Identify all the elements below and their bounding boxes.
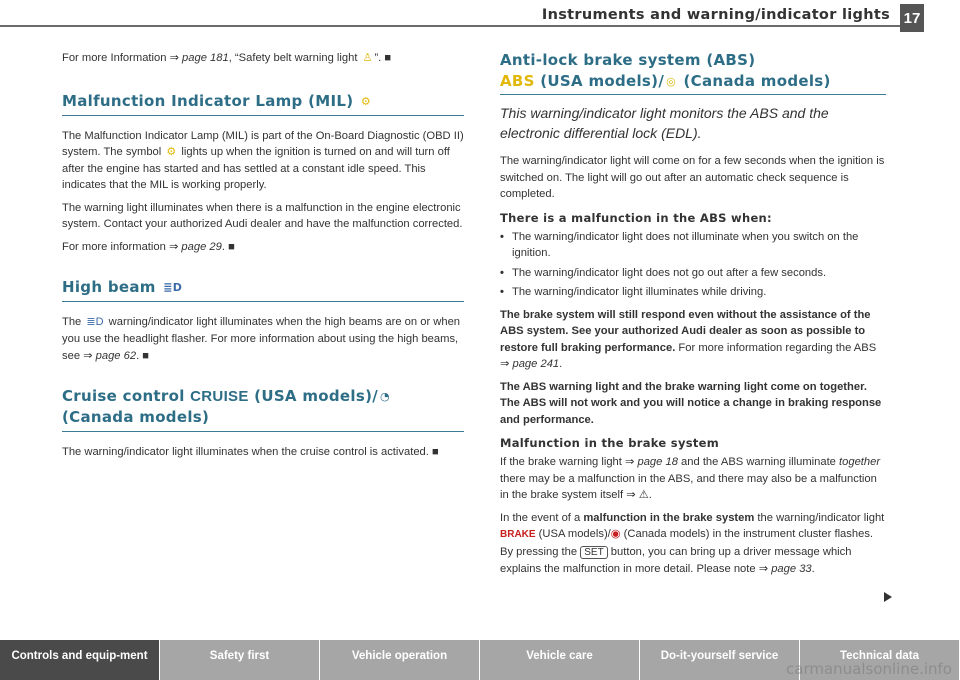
list-item: • The warning/indicator light does not go out after a few seconds. (500, 265, 886, 282)
cruise-paragraph: The warning/indicator light illuminates when the cruise control is activated. ■ (62, 446, 439, 459)
abs-paragraph-2: If the brake warning light ⇒ page 18 and the ABS warning illuminate together there may be a malfunction in the ABS, and there may also be a malfunction in the brake system itself ⇒ ⚠. (500, 456, 881, 501)
tab-technical-data[interactable]: Technical data (800, 640, 960, 680)
mil-paragraph-2: The warning light illuminates when there is a malfunction in the engine electronic system. Contact your authorized Audi dealer and have the malfunction corrected. (62, 201, 463, 231)
header-rule (0, 25, 900, 27)
mil-paragraph-1: The Malfunction Indicator Lamp (MIL) is part of the On-Board Diagnostic (OBD II) system. The symbol ⚙ lights up when the ignition is turned on and will turn off after the engine has started and has settled at a constant idle speed. This indicates that the MIL is working properly. (62, 129, 464, 192)
mil-heading: Malfunction Indicator Lamp (MIL) ⚙ (62, 91, 464, 116)
watermark: carmanualsonline.info (786, 660, 952, 678)
page-link[interactable]: page 33 (771, 563, 812, 575)
safety-belt-ref: For more Information ⇒ page 181, “Safety belt warning light ♙ ”. ■ (62, 50, 464, 67)
page-link[interactable]: page 62 (95, 349, 137, 362)
page-header (0, 0, 960, 34)
abs-intro: This warning/indicator light monitors the ABS and the electronic differential lock (EDL). (500, 105, 829, 141)
high-beam-icon: ≣D (163, 281, 183, 295)
engine-icon: ⚙ (360, 94, 372, 108)
continue-arrow-icon (884, 592, 892, 602)
abs-subheading-1: There is a malfunction in the ABS when: (500, 210, 772, 225)
abs-icon: ABS (500, 72, 535, 90)
seatbelt-icon: ♙ (362, 52, 373, 64)
set-button-label: SET (580, 546, 607, 559)
brake-canada-icon: ◉ (610, 528, 621, 540)
abs-paragraph-1: The warning/indicator light will come on for a few seconds when the ignition is switched on. The light will go out after an automatic check sequence is completed. (500, 155, 885, 200)
cruise-heading: Cruise control CRUISE (USA models)/ ◔ (Canada models) (62, 386, 464, 432)
brake-icon: BRAKE (500, 529, 536, 540)
page-number: 17 (900, 4, 924, 32)
tab-controls-and-equipment[interactable]: Controls and equip-ment (0, 640, 160, 680)
abs-heading: Anti-lock brake system (ABS) ABS (USA models)/ ◎ (Canada models) (500, 51, 831, 90)
left-column (62, 50, 464, 467)
engine-icon: ⚙ (166, 146, 177, 159)
mil-paragraph-3: For more information ⇒ page 29. ■ (62, 240, 235, 253)
abs-canada-icon: ◎ (666, 75, 676, 88)
abs-paragraph-3: In the event of a malfunction in the brake system the warning/indicator light BRAKE (USA models)/◉ (Canada models) in the instrument cluster flashes. By pressing the SET button, you can bring up a driver message which explains the malfunction in more detail. Please note ⇒ page 33. (500, 511, 885, 575)
page-link[interactable]: page 29 (181, 240, 222, 253)
list-item: • The warning/indicator light does not illuminate when you switch on the ignition. (500, 229, 886, 262)
abs-bullets (500, 229, 886, 301)
tab-safety-first[interactable]: Safety first (160, 640, 320, 680)
page-link[interactable]: page 181 (182, 52, 229, 65)
section-title: Instruments and warning/indicator lights (541, 7, 890, 23)
tab-do-it-yourself-service[interactable]: Do-it-yourself service (640, 640, 800, 680)
right-column (500, 50, 886, 584)
tab-vehicle-operation[interactable]: Vehicle operation (320, 640, 480, 680)
tab-vehicle-care[interactable]: Vehicle care (480, 640, 640, 680)
high-beam-heading: High beam ≣D (62, 277, 464, 302)
page-link[interactable]: page 18 (637, 456, 678, 468)
high-beam-paragraph: The ≣D warning/indicator light illuminates when the high beams are on or when you use the headlight flasher. For more information about using the high beams, see ⇒ page 62. ■ (62, 316, 461, 362)
abs-bold-paragraph-2: The ABS warning light and the brake warning light come on together. The ABS will not work and you will notice a change in braking response and performance. (500, 380, 882, 426)
warning-triangle-icon: ⚠ (638, 489, 649, 501)
cruise-icon: ◔ (380, 390, 390, 404)
abs-subheading-2: Malfunction in the brake system (500, 436, 720, 450)
high-beam-icon: ≣D (86, 316, 104, 329)
page-link[interactable]: page 241 (512, 358, 560, 370)
abs-bold-paragraph-1: The brake system will still respond even without the assistance of the ABS system. See your authorized Audi dealer as soon as possible to restore full braking performance. For more information regarding the ABS ⇒ page 241. (500, 308, 877, 370)
list-item: • The warning/indicator light illuminates while driving. (500, 284, 886, 301)
